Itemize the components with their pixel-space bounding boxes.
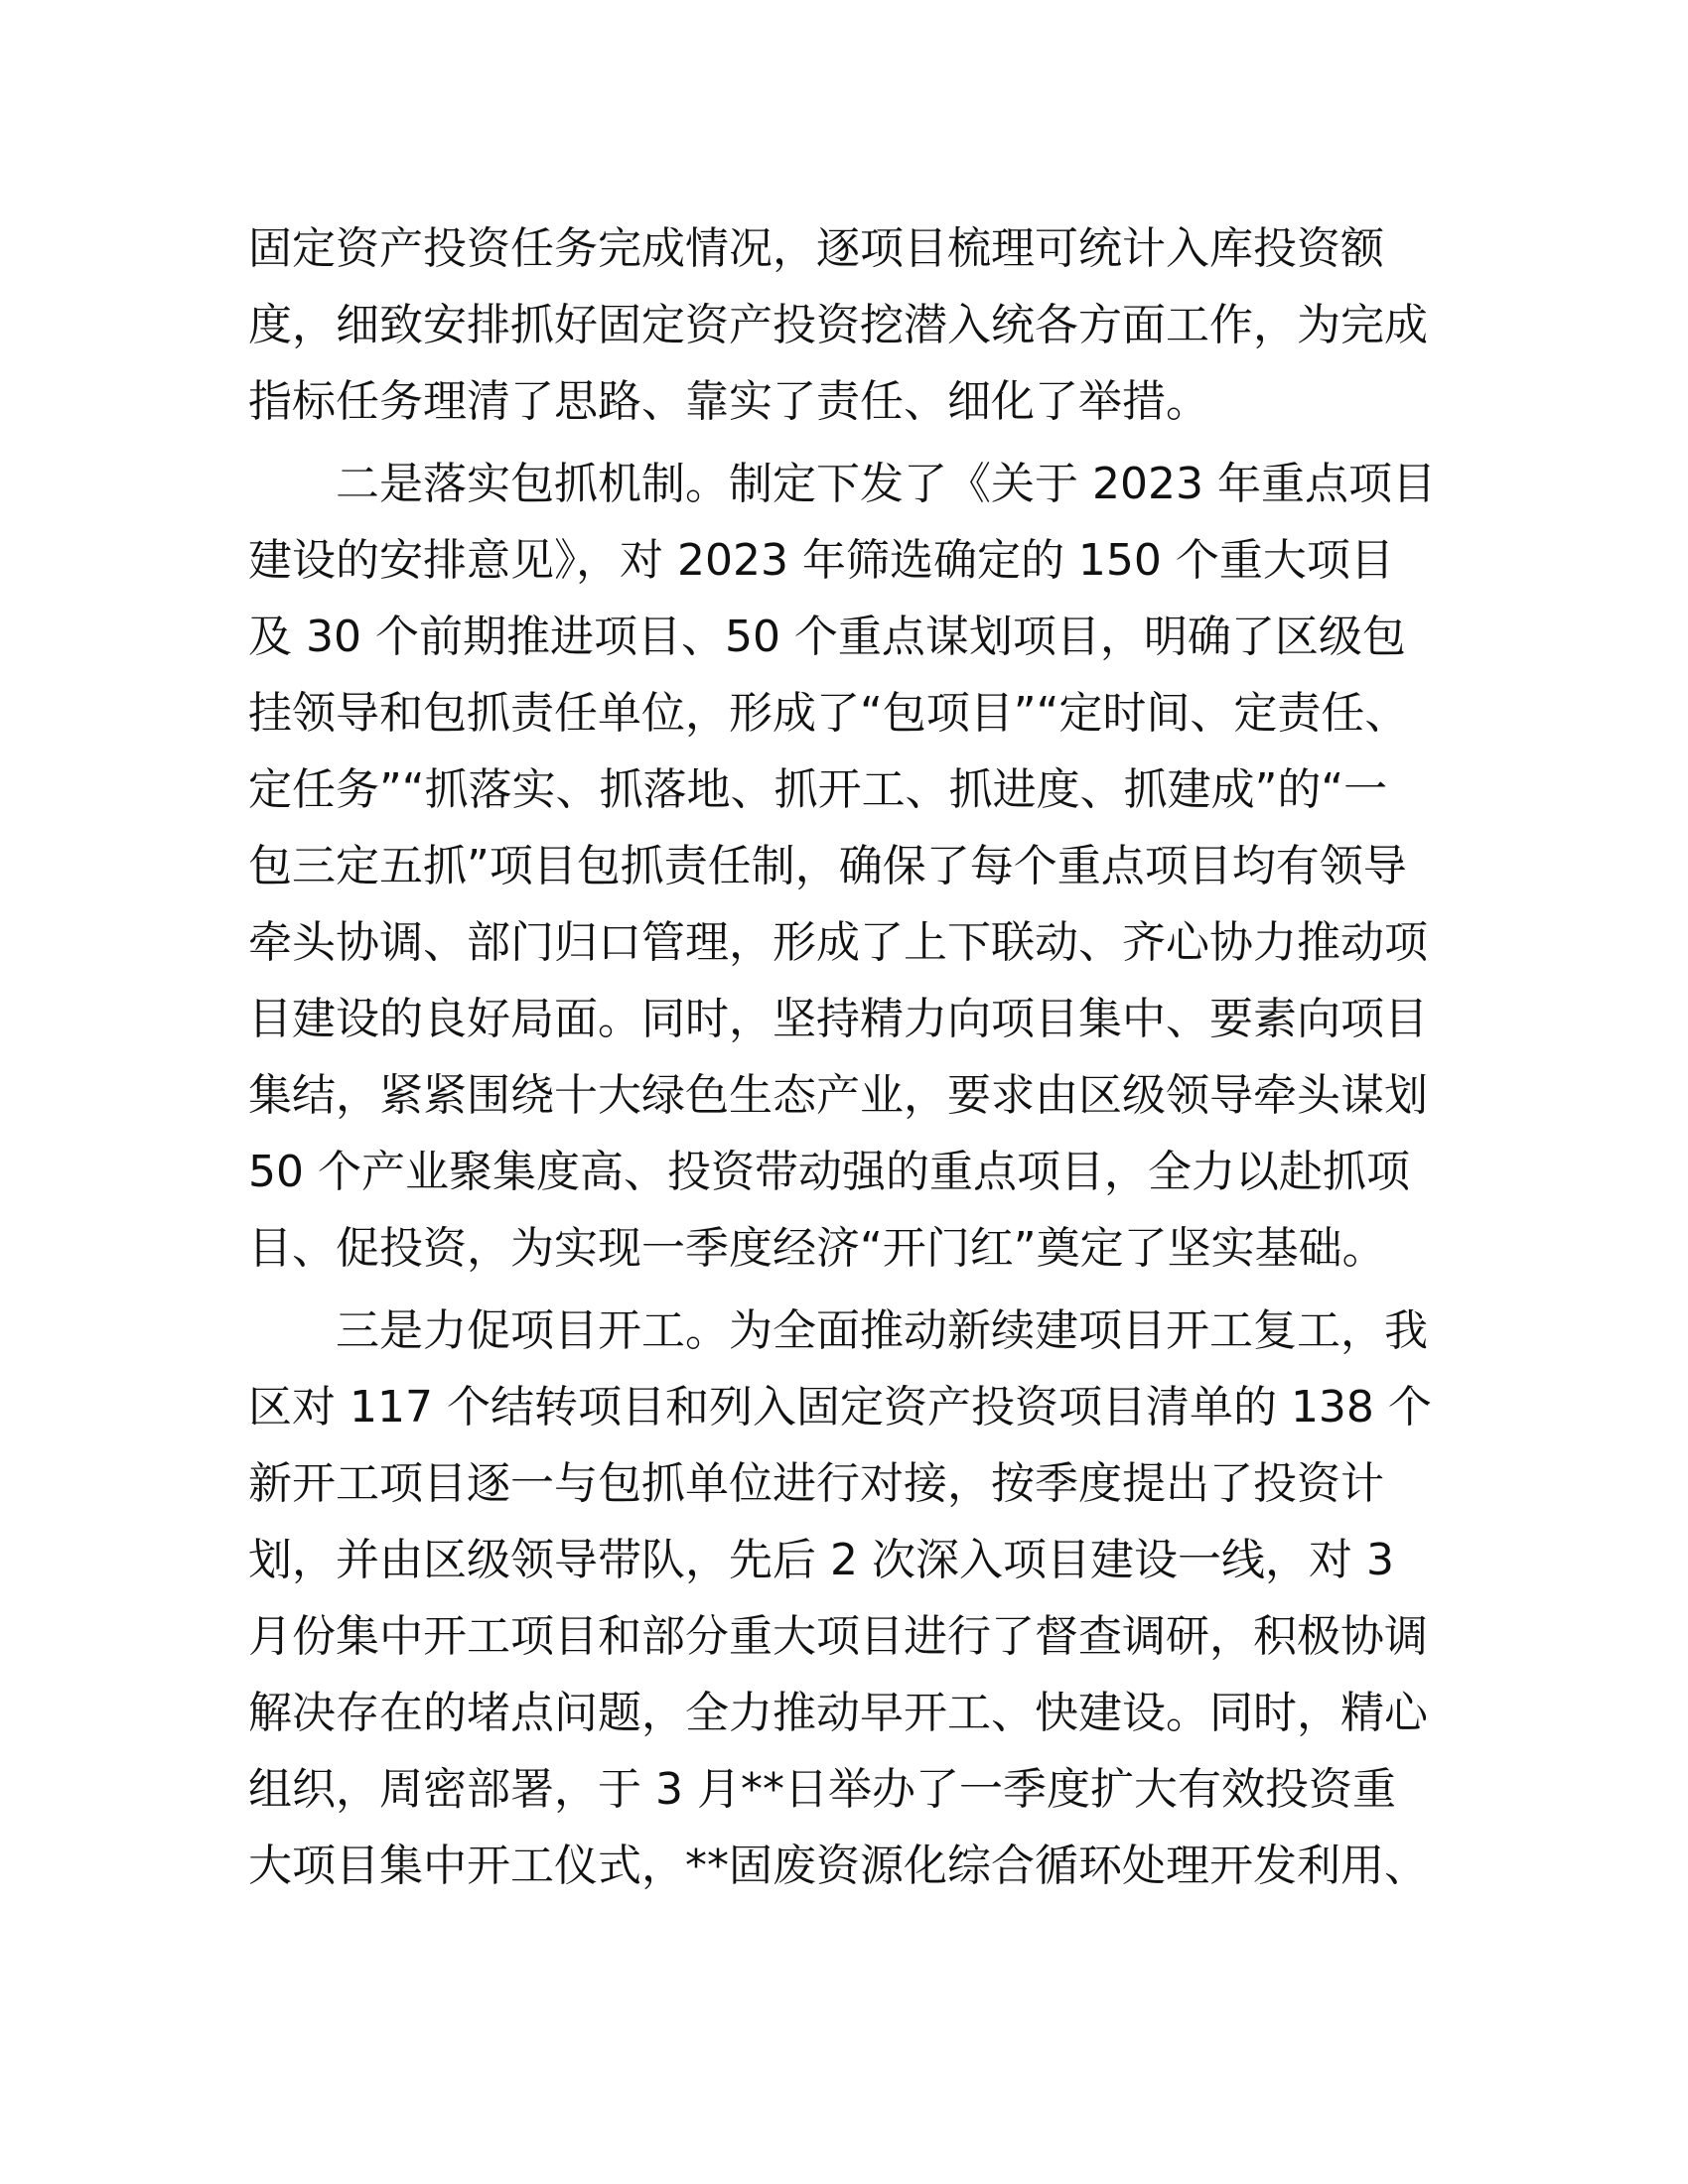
- text-line: 建设的安排意见》，对 2023 年筛选确定的 150 个重大项目: [248, 535, 1394, 586]
- text-line: 50 个产业聚集度高、投资带动强的重点项目，全力以赴抓项: [248, 1147, 1410, 1197]
- text-line: 月份集中开工项目和部分重大项目进行了督查调研，积极协调: [248, 1611, 1428, 1662]
- paragraph-heading-line: 二是落实包抓机制。制定下发了《关于 2023 年重点项目: [248, 459, 1436, 509]
- text-line: 固定资产投资任务完成情况，逐项目梳理可统计入库投资额: [248, 223, 1384, 274]
- text-line: 目建设的良好局面。同时，坚持精力向项目集中、要素向项目: [248, 994, 1428, 1044]
- text-line: 解决存在的堵点问题，全力推动早开工、快建设。同时，精心: [248, 1688, 1428, 1738]
- text-line: 牵头协调、部门归口管理，形成了上下联动、齐心协力推动项: [248, 917, 1428, 968]
- text-line: 指标任务理清了思路、靠实了责任、细化了举措。: [248, 376, 1209, 427]
- document-body: [248, 210, 1440, 1904]
- text-line: 目、促投资，为实现一季度经济“开门红”奠定了坚实基础。: [248, 1223, 1386, 1274]
- text-line: 组织，周密部署，于 3 月**日举办了一季度扩大有效投资重: [248, 1764, 1396, 1815]
- text-line: 大项目集中开工仪式，**固废资源化综合循环处理开发利用、: [248, 1841, 1428, 1891]
- text-line: 度，细致安排抓好固定资产投资挖潜入统各方面工作，为完成: [248, 300, 1428, 350]
- text-line: 划，并由区级领导带队，先后 2 次深入项目建设一线，对 3: [248, 1535, 1394, 1585]
- text-line: 及 30 个前期推进项目、50 个重点谋划项目，明确了区级包: [248, 612, 1406, 662]
- paragraph-heading-line: 三是力促项目开工。为全面推动新续建项目开工复工，我: [248, 1305, 1428, 1356]
- text-line: 定任务”“抓落实、抓落地、抓开工、抓进度、抓建成”的“一: [248, 764, 1388, 815]
- text-line: 包三定五抓”项目包抓责任制，确保了每个重点项目均有领导: [248, 841, 1407, 891]
- text-line: 挂领导和包抓责任单位，形成了“包项目”“定时间、定责任、: [248, 688, 1409, 739]
- text-line: 集结，紧紧围绕十大绿色生态产业，要求由区级领导牵头谋划: [248, 1070, 1428, 1121]
- text-line: 区对 117 个结转项目和列入固定资产投资项目清单的 138 个: [248, 1382, 1432, 1433]
- text-line: 新开工项目逐一与包抓单位进行对接，按季度提出了投资计: [248, 1458, 1384, 1509]
